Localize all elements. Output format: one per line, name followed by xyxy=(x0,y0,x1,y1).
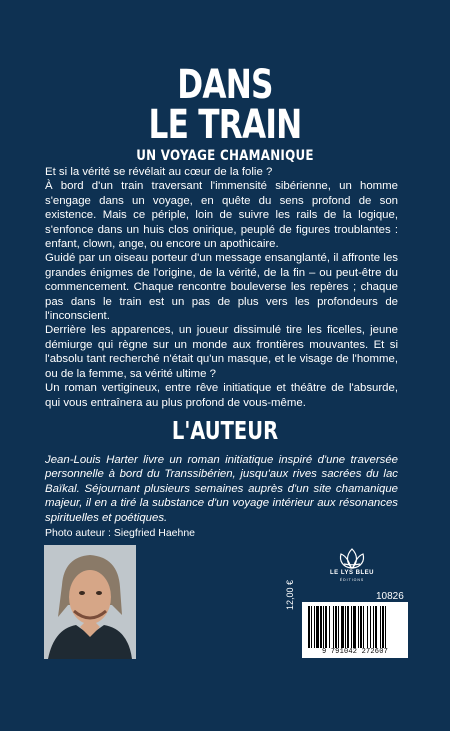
publisher-name: LE LYS BLEU xyxy=(330,570,374,576)
barcode-icon xyxy=(308,606,402,648)
author-bio: Jean-Louis Harter livre un roman initiatique inspiré d'une traversée personnelle à bord du Transsibérien, jusqu'aux rives sacrées du lac Baïkal. Séjournant plusieurs semaines auprès d'un site chamanique majeur, il en a tiré la substance d'un voyage intérieur aux résonances spirituelles et poétiques. xyxy=(45,454,398,524)
author-portrait-icon xyxy=(44,545,136,659)
subtitle: UN VOYAGE CHAMANIQUE xyxy=(136,148,314,164)
blurb-paragraph: Guidé par un oiseau porteur d'un message ensanglanté, il affronte les grandes énigmes de l'origine, de la vérité, de la fin – ou peut-être du commencement. Chaque rencontre bouleverse les repères ; chaque pas dans le train est un pas de plus vers les profondeurs de l'inconscient. xyxy=(45,252,398,323)
barcode-digits: 9 791042 272607 xyxy=(321,648,388,656)
blurb-paragraph: Et si la vérité se révélait au cœur de la folie ? xyxy=(45,166,273,178)
title-line-1: DANS xyxy=(177,62,273,108)
publisher-sub: ÉDITIONS xyxy=(339,578,365,582)
blurb xyxy=(45,165,398,410)
price: 12,00 € xyxy=(285,579,295,610)
blurb-paragraph: Derrière les apparences, un joueur dissimulé tire les ficelles, jeune démiurge qui règne sur un monde aux frontières mouvantes. Et si l'absolu tant recherché n'était qu'un masque, et le visage de l'homme, ou de la femme, sa vérité ultime ? xyxy=(45,324,398,380)
photo-credit: Photo auteur : Siegfried Haehne xyxy=(45,527,196,539)
title-line-2: LE TRAIN xyxy=(148,102,302,148)
author-heading: L'AUTEUR xyxy=(171,416,279,445)
barcode xyxy=(302,602,408,658)
isbn-id: 10826 xyxy=(376,591,404,602)
blurb-paragraph: À bord d'un train traversant l'immensité sibérienne, un homme s'engage dans un voyage, en quête du sens profond de son existence. Mais ce périple, loin de suivre les rails de la logique, s'enfonce dans un huis clos onirique, peuplé de figures troublantes : enfant, clown, ange, ou encore un apothicaire. xyxy=(45,180,398,251)
author-photo xyxy=(44,545,136,659)
blurb-paragraph: Un roman vertigineux, entre rêve initiatique et théâtre de l'absurde, qui vous entraînera au plus profond de vous-même. xyxy=(45,382,398,409)
